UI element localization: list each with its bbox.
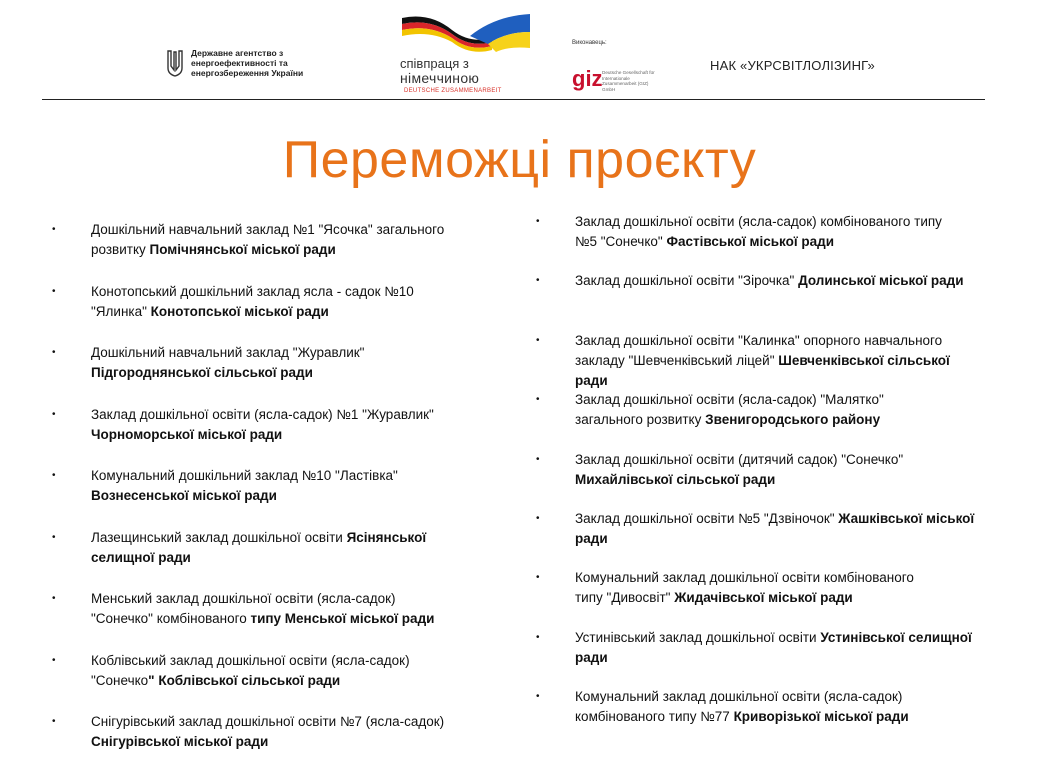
list-item (52, 405, 492, 445)
list-item-council: Конотопської міської ради (150, 303, 329, 319)
bullet-icon: • (536, 631, 540, 643)
list-item-line: розвитку (91, 242, 150, 257)
giz-executor-label: Виконавець: (572, 40, 607, 46)
list-item (52, 589, 492, 629)
list-item-line: Заклад дошкільної освіти (ясла-садок) "Малятко" (575, 392, 884, 408)
bullet-icon: • (52, 593, 56, 604)
list-item-line: "Сонечко" комбінованого (91, 611, 251, 626)
list-item (52, 651, 492, 691)
list-item-line: Заклад дошкільної освіти (дитячий садок) "Сонечко" (575, 451, 904, 467)
list-item-line: закладу "Шевченківський ліцей" (575, 352, 779, 368)
list-item-line: Комунальний заклад дошкільної освіти комбінованого (575, 570, 914, 586)
list-item-text (575, 271, 975, 291)
list-item (52, 282, 492, 322)
list-item-line: "Ялинка" (91, 303, 151, 319)
list-item-line: Коблівський заклад дошкільної освіти (ясла-садок) (91, 652, 410, 668)
list-item-line: Заклад дошкільної освіти "Калинка" опорного навчального (575, 332, 943, 348)
list-item-council: Ясінянської селищної ради (91, 529, 427, 565)
list-item-text (575, 687, 975, 727)
list-item-text (91, 712, 491, 752)
list-item-line: Менський заклад дошкільної освіти (ясла-садок) (91, 591, 396, 606)
list-item-council: Помічнянської міської ради (149, 242, 336, 257)
list-item (536, 271, 976, 291)
list-item-line: комбінованого типу №77 (575, 709, 734, 725)
bullet-icon: • (536, 572, 540, 584)
list-item-line: загального розвитку (575, 412, 706, 428)
list-item (52, 712, 492, 752)
list-item-line: Заклад дошкільної освіти (ясла-садок) №1 "Журавлик" (91, 406, 434, 422)
list-item-line: Комунальний дошкільний заклад №10 "Ластівка" (91, 468, 398, 483)
list-item-council: Вознесенської міської ради (91, 488, 277, 503)
list-item-council: Чорноморської міської ради (91, 426, 283, 442)
list-item (536, 687, 976, 727)
agency-line-2: енергоефективності та (191, 58, 288, 68)
list-item-line: Заклад дошкільної освіти №5 "Дзвіночок" (575, 511, 839, 526)
coop-text-line-1: співпраця з (400, 56, 469, 71)
agency-line-3: енергозбереження України (191, 68, 304, 78)
giz-wordmark: giz (572, 66, 603, 91)
list-item (536, 331, 976, 391)
bullet-icon: • (52, 347, 56, 358)
list-item-text (91, 405, 491, 445)
bullet-icon: • (536, 334, 540, 346)
list-item-line: Снігурівський заклад дошкільної освіти №7 (ясла-садок) (91, 714, 445, 729)
list-item-council: Жашківської міської ради (575, 511, 975, 546)
list-item (536, 568, 976, 608)
bullet-icon: • (52, 285, 56, 297)
list-item-line: Комунальний заклад дошкільної освіти (ясла-садок) (575, 689, 903, 705)
list-item-text (91, 528, 491, 568)
list-item-text (91, 589, 491, 629)
list-item-council: Підгороднянської сільської ради (91, 365, 313, 380)
bullet-icon: • (52, 470, 56, 481)
list-item (536, 628, 976, 668)
list-item (52, 220, 492, 260)
list-item-council: Михайлівської сільської ради (575, 471, 776, 487)
bullet-icon: • (536, 691, 540, 703)
list-item-line: типу "Дивосвіт" (575, 590, 675, 606)
header-divider (42, 99, 985, 100)
list-item-council: " Коблівської сільської ради (148, 672, 341, 688)
bullet-icon: • (52, 531, 56, 543)
page-title: Переможці проєкту (282, 131, 757, 189)
coop-text-line-3: DEUTSCHE ZUSAMMENARBEIT (404, 88, 502, 94)
list-item (52, 343, 492, 383)
list-item-council: Фастівської міської ради (666, 234, 835, 249)
list-item-line: "Сонечко (91, 672, 149, 688)
bullet-icon: • (52, 408, 56, 420)
list-item (536, 509, 976, 549)
bullet-icon: • (536, 513, 540, 524)
list-item-text (575, 450, 975, 490)
bullet-icon: • (536, 275, 540, 287)
list-item-text (575, 568, 975, 608)
list-item-text (575, 212, 975, 252)
bullet-icon: • (536, 394, 540, 406)
list-item-text (91, 651, 491, 691)
list-item-line: Лазещинський заклад дошкільної освіти (91, 529, 347, 545)
trident-icon (165, 48, 185, 78)
list-item (52, 466, 492, 506)
flag-ribbon-icon (400, 12, 532, 54)
coop-text-line-2: німеччиною (400, 70, 480, 86)
list-item-text (91, 282, 491, 322)
list-item-text (91, 466, 491, 506)
bullet-icon: • (536, 216, 540, 227)
list-item-council: Шевченківської сільської ради (575, 352, 950, 388)
list-item-text (91, 343, 491, 383)
list-item-council: Долинської міської ради (798, 273, 964, 289)
agency-logo (165, 48, 331, 78)
list-item-council: Криворізької міської ради (733, 709, 909, 725)
bullet-icon: • (52, 716, 56, 727)
list-item-line: Устинівський заклад дошкільної освіти (575, 629, 821, 645)
list-item-council: типу Менської міської ради (250, 611, 435, 626)
list-item-text (91, 220, 491, 260)
nak-name: НАК «УКРСВІТЛОЛІЗИНГ» (710, 58, 875, 73)
bullet-icon: • (536, 453, 540, 465)
list-item-text (575, 509, 975, 549)
bullet-icon: • (52, 654, 56, 666)
agency-line-1: Державне агентство з (191, 48, 284, 58)
list-item-council: Устинівської селищної ради (575, 629, 972, 665)
list-item-line: Конотопський дошкільний заклад ясла - садок №10 (91, 283, 414, 299)
cooperation-logo (396, 12, 536, 92)
list-item-council: Снігурівської міської ради (91, 734, 269, 749)
list-item-council: Жидачівської міської ради (674, 590, 853, 606)
list-item-line: Заклад дошкільної освіти "Зірочка" (575, 273, 799, 289)
giz-full-name: Deutsche Gesellschaft für Internationale Zusammenarbeit (GIZ) GmbH (602, 70, 655, 92)
page-header (0, 0, 1039, 100)
list-item-text (575, 628, 975, 668)
giz-logo (562, 20, 662, 90)
list-item (536, 450, 976, 490)
list-item (536, 390, 976, 430)
list-item-text (575, 331, 975, 391)
bullet-icon: • (52, 224, 56, 235)
list-item-text (575, 390, 975, 430)
list-item (536, 212, 976, 252)
agency-name (191, 48, 331, 78)
list-item-line: Заклад дошкільної освіти (ясла-садок) комбінованого типу (575, 214, 942, 229)
list-item-line: Дошкільний навчальний заклад "Журавлик" (91, 345, 365, 360)
list-item-line: №5 "Сонечко" (575, 234, 667, 249)
list-item (52, 528, 492, 568)
list-item-council: Звенигородського району (705, 412, 881, 428)
list-item-line: Дошкільний навчальний заклад №1 "Ясочка" загального (91, 222, 445, 237)
